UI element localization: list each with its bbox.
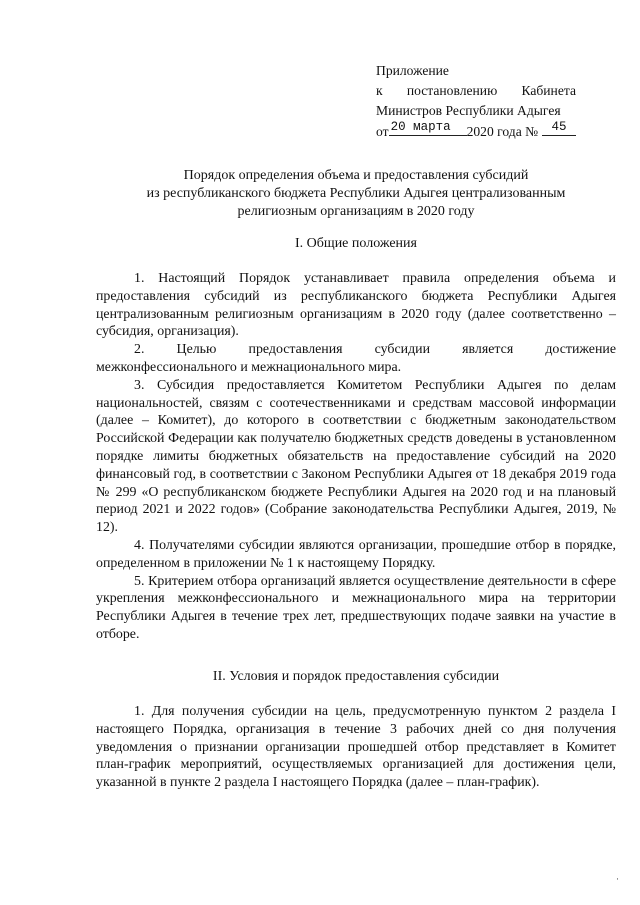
document-title bbox=[96, 167, 616, 221]
section-2-heading: II. Условия и порядок предоставления субсидии bbox=[212, 669, 500, 684]
title-line-1: Порядок определения объема и предоставления субсидий bbox=[183, 168, 529, 183]
appendix-word-resolution: постановлению bbox=[406, 83, 498, 98]
section-1-body bbox=[96, 270, 616, 644]
paragraph-1-3: 3. Субсидия предоставляется Комитетом Республики Адыгея по делам национальностей, связям с соотечественниками и средствам массовой информации (далее – Комитет), до которого в соответствии с бюджетным законодательством Российской Федерации как получателю бюджетных средств доведены в установленном порядке лимиты бюджетных обязательств на предоставление субсидий на 2020 финансовый год, в соответствии с Законом Республики Адыгея от 18 декабря 2019 года № 299 «О республиканском бюджете Республики Адыгея на 2020 год и на плановый период 2021 и 2022 годов» (Собрание законодательства Республики Адыгея, 2019, № 12). bbox=[96, 377, 616, 536]
appendix-label: Приложение bbox=[376, 63, 449, 78]
paragraph-1-4: 4. Получателями субсидии являются организации, прошедшие отбор в порядке, определенном в приложении № 1 к настоящему Порядку. bbox=[96, 537, 616, 571]
appendix-block bbox=[376, 61, 576, 142]
appendix-word-cabinet: Кабинета bbox=[521, 83, 576, 98]
paragraph-2-1: 1. Для получения субсидии на цель, предусмотренную пунктом 2 раздела I настоящего Порядка, организация в течение 3 рабочих дней со дня получения уведомления о признании организации прошедшей отбор представляет в Комитет план-график мероприятий, осуществляемых организацией для достижения цели, указанной в пункте 2 раздела I настоящего Порядка (далее – план-график). bbox=[96, 704, 616, 791]
handwritten-number: 45 bbox=[551, 120, 567, 134]
paragraph-1-5: 5. Критерием отбора организаций является осуществление деятельности в сфере укрепления межконфессионального и межнационального мира на территории Республики Адыгея в течение трех лет, предшествующих подаче заявки на участие в отборе. bbox=[96, 573, 616, 642]
date-prefix: от bbox=[376, 124, 389, 139]
date-field bbox=[389, 121, 467, 136]
paragraph-1-2: 2. Целью предоставления субсидии является достижение межконфессионального и межнационального мира. bbox=[96, 342, 616, 375]
page-mark: · bbox=[616, 874, 619, 884]
number-field bbox=[542, 121, 576, 136]
year-text: 2020 года № bbox=[466, 124, 539, 139]
section-2-body bbox=[96, 703, 616, 792]
paragraph-1-1: 1. Настоящий Порядок устанавливает правила определения объема и предоставления субсидий из республиканского бюджета Республики Адыгея централизованным религиозным организациям в 2020 году (далее соответственно – субсидия, организация). bbox=[96, 271, 616, 340]
title-line-2: из республиканского бюджета Республики Адыгея централизованным bbox=[146, 186, 566, 201]
handwritten-date: 20 марта bbox=[390, 120, 451, 134]
title-line-3: религиозным организациям в 2020 году bbox=[237, 204, 475, 219]
appendix-resolution-line bbox=[376, 81, 576, 101]
appendix-word-k: к bbox=[376, 83, 383, 98]
section-1-heading: I. Общие положения bbox=[295, 236, 417, 251]
appendix-ministers-line: Министров Республики Адыгея bbox=[376, 103, 561, 118]
appendix-date-line bbox=[376, 121, 576, 142]
